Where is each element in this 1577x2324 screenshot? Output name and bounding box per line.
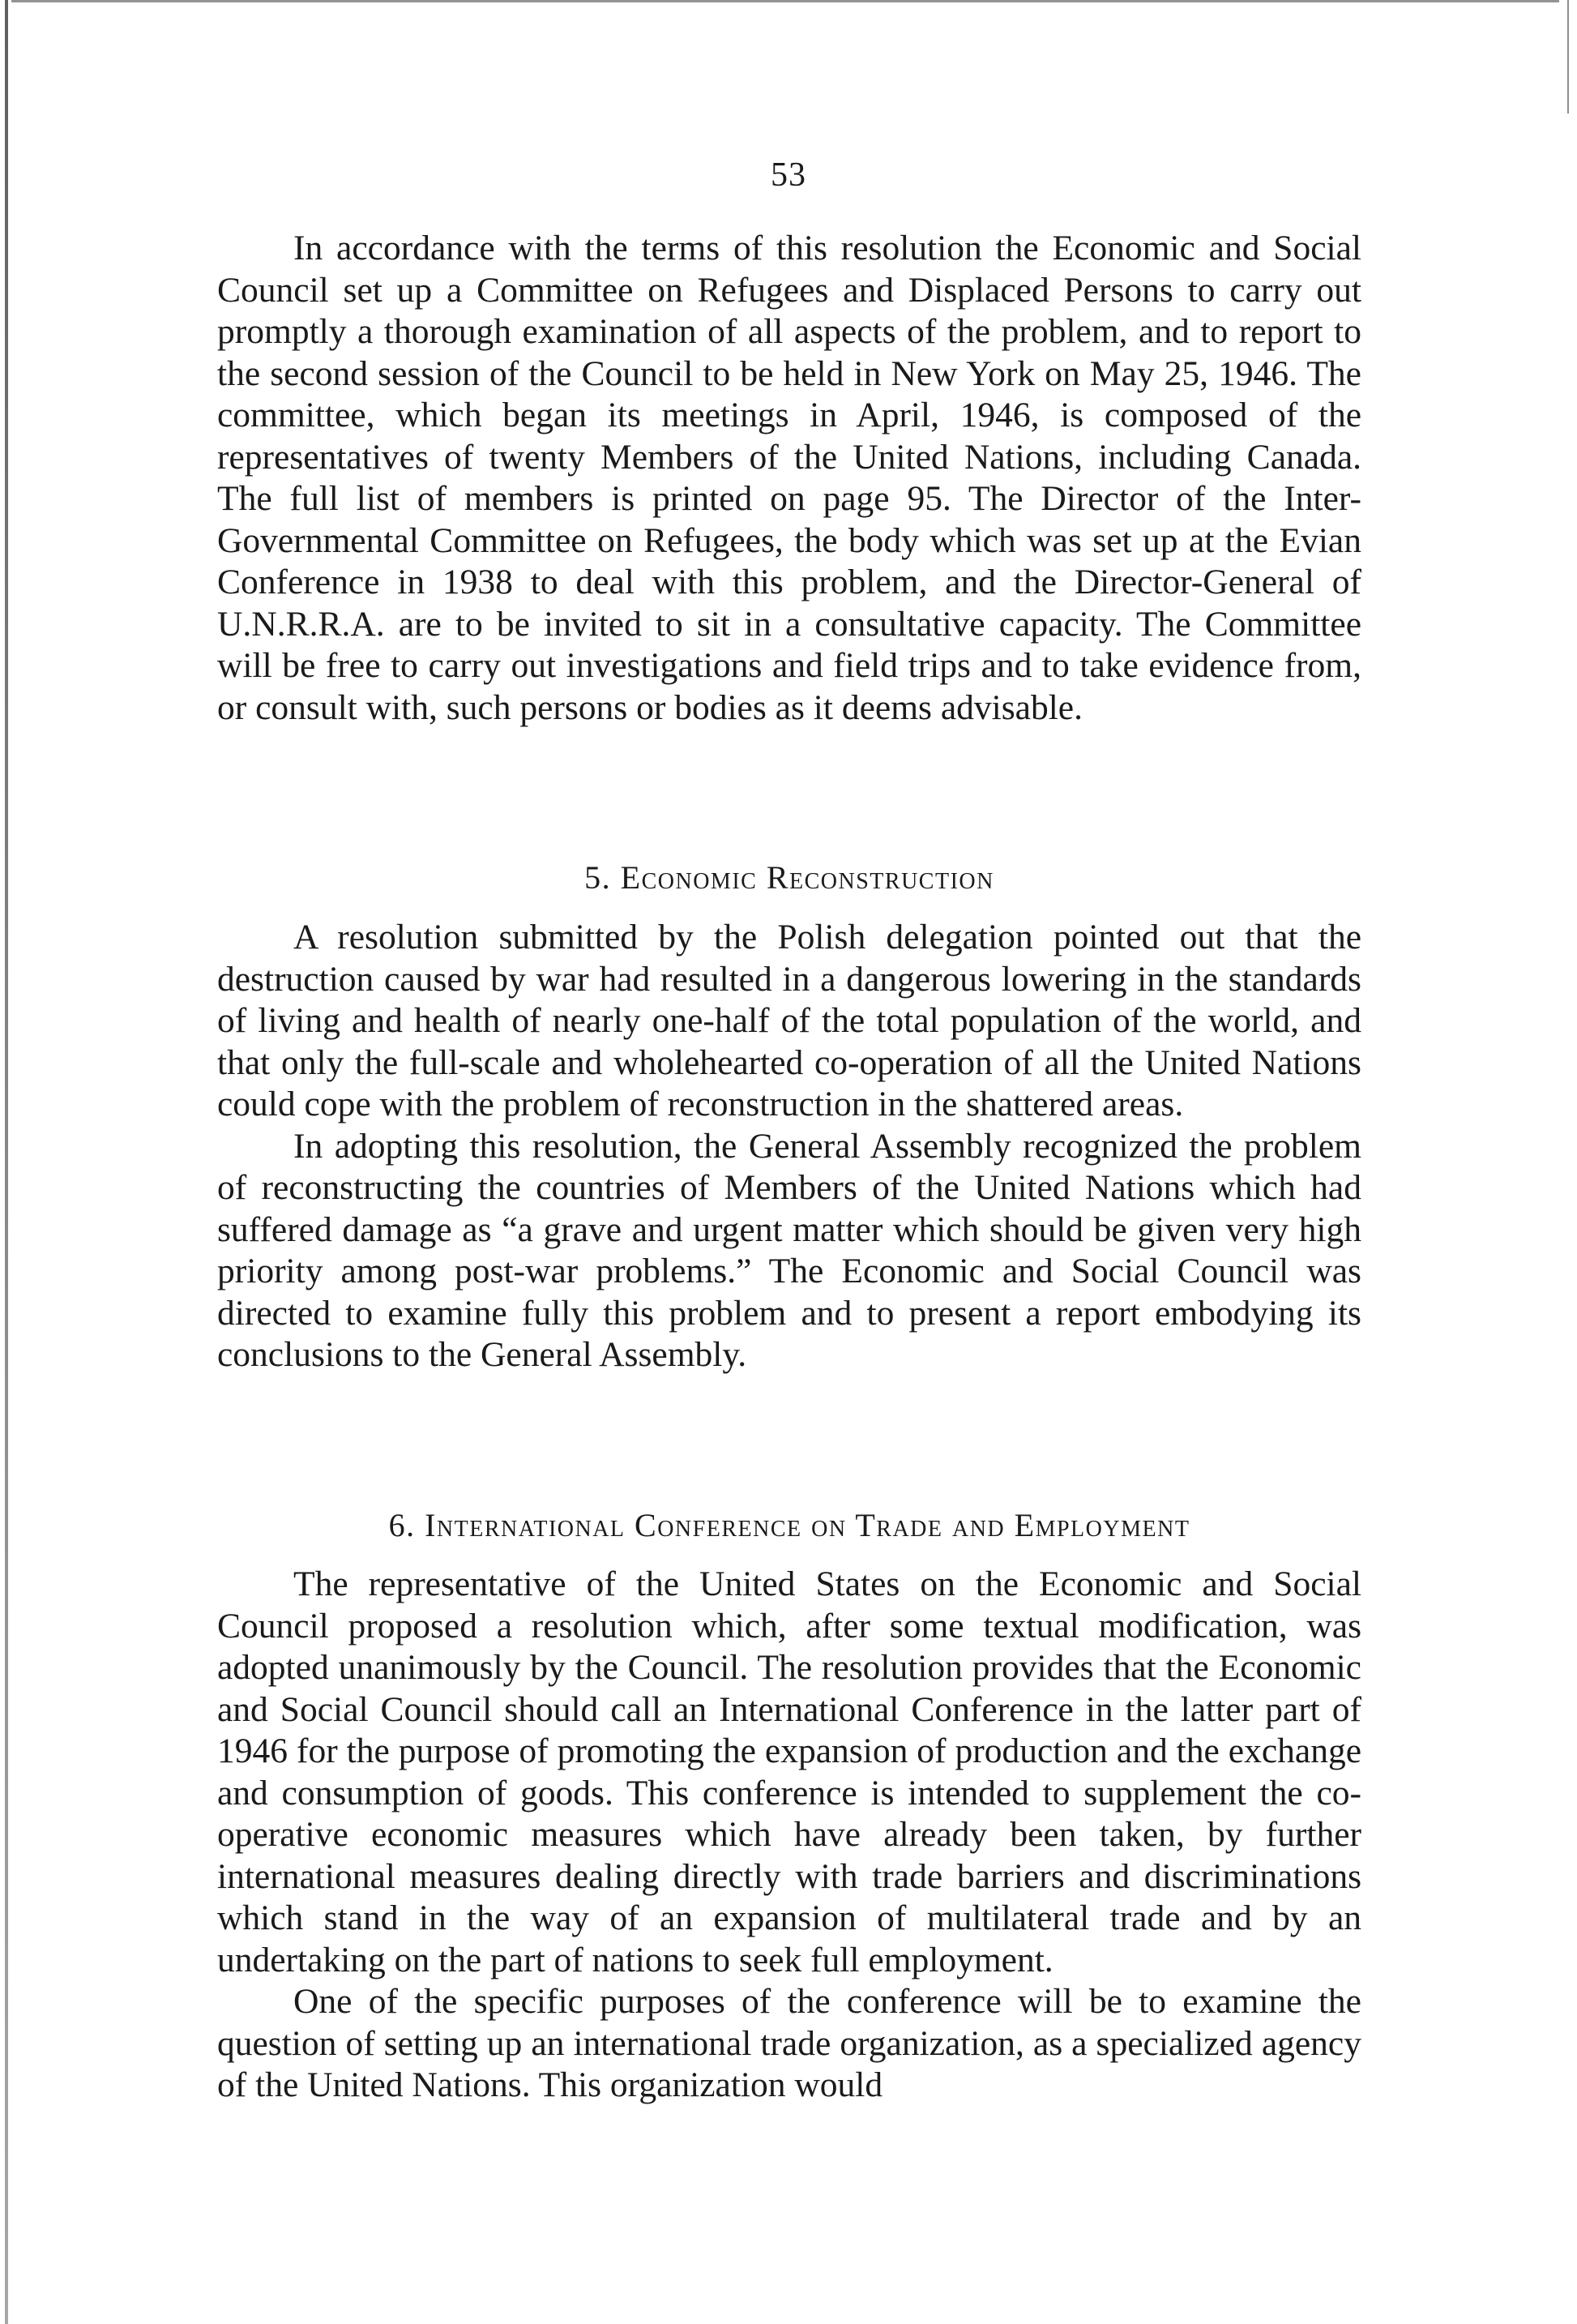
scan-edge-left [5,0,8,2324]
intro-paragraph: In accordance with the terms of this resolution the Economic and Social Council set up a Committee on Refugees and Displaced Persons to carry out promptly a thorough examination of all aspects of the problem, and to report to the second session of the Council to be held in New York on May 25, 1946. The committee, which began its meetings in April, 1946, is composed of the representatives of twenty Members of the United Nations, including Canada. The full list of members is printed on page 95. The Director of the Inter-Governmental Committee on Refugees, the body which was set up at the Evian Conference in 1938 to deal with this problem, and the Director-General of U.N.R.R.A. are to be invited to sit in a consultative capacity. The Committee will be free to carry out investigations and field trips and to take evidence from, or consult with, such persons or bodies as it deems advisable. [217,229,1361,727]
section-6-heading [217,1506,1361,1544]
section-6-number: 6. [388,1507,416,1543]
section-6-paragraph-2: One of the specific purposes of the conference will be to examine the question of setting up an international trade organization, as a specialized agency of the United Nations. This organization would [217,1982,1361,2104]
section-6-body [217,1564,1361,2107]
page-number: 53 [771,156,806,194]
scan-edge-top [11,0,1559,2]
section-6-title: International Conference on Trade and Employment [425,1507,1190,1543]
section-5-number: 5. [584,859,612,896]
section-5-body [217,917,1361,1376]
scan-edge-right [1567,0,1569,113]
section-6-paragraph-1: The representative of the United States on the Economic and Social Council proposed a resolution which, after some textual modification, was adopted unanimously by the Council. The resolution provides that the Economic and Social Council should call an International Conference in the latter part of 1946 for the purpose of promoting the expansion of production and the exchange and consumption of goods. This conference is intended to supplement the co-operative economic measures which have already been taken, by further international measures dealing directly with trade barriers and discriminations which stand in the way of an expansion of multilateral trade and by an undertaking on the part of nations to seek full employment. [217,1564,1361,1979]
section-5-paragraph-1: A resolution submitted by the Polish delegation pointed out that the destruction caused by war had resulted in a dangerous lowering in the standards of living and health of nearly one-half of the total population of the world, and that only the full-scale and wholehearted co-operation of all the United Nations could cope with the problem of reconstruction in the shattered areas. [217,918,1361,1123]
section-5-paragraph-2: In adopting this resolution, the General Assembly recognized the problem of reconstructing the countries of Members of the United Nations which had suffered damage as “a grave and urgent matter which should be given very high priority among post-war problems.” The Economic and Social Council was directed to examine fully this problem and to present a report embodying its conclusions to the General Assembly. [217,1126,1361,1374]
section-5-heading [217,858,1361,897]
intro-section [217,228,1361,729]
section-5-title: Economic Reconstruction [620,859,994,896]
